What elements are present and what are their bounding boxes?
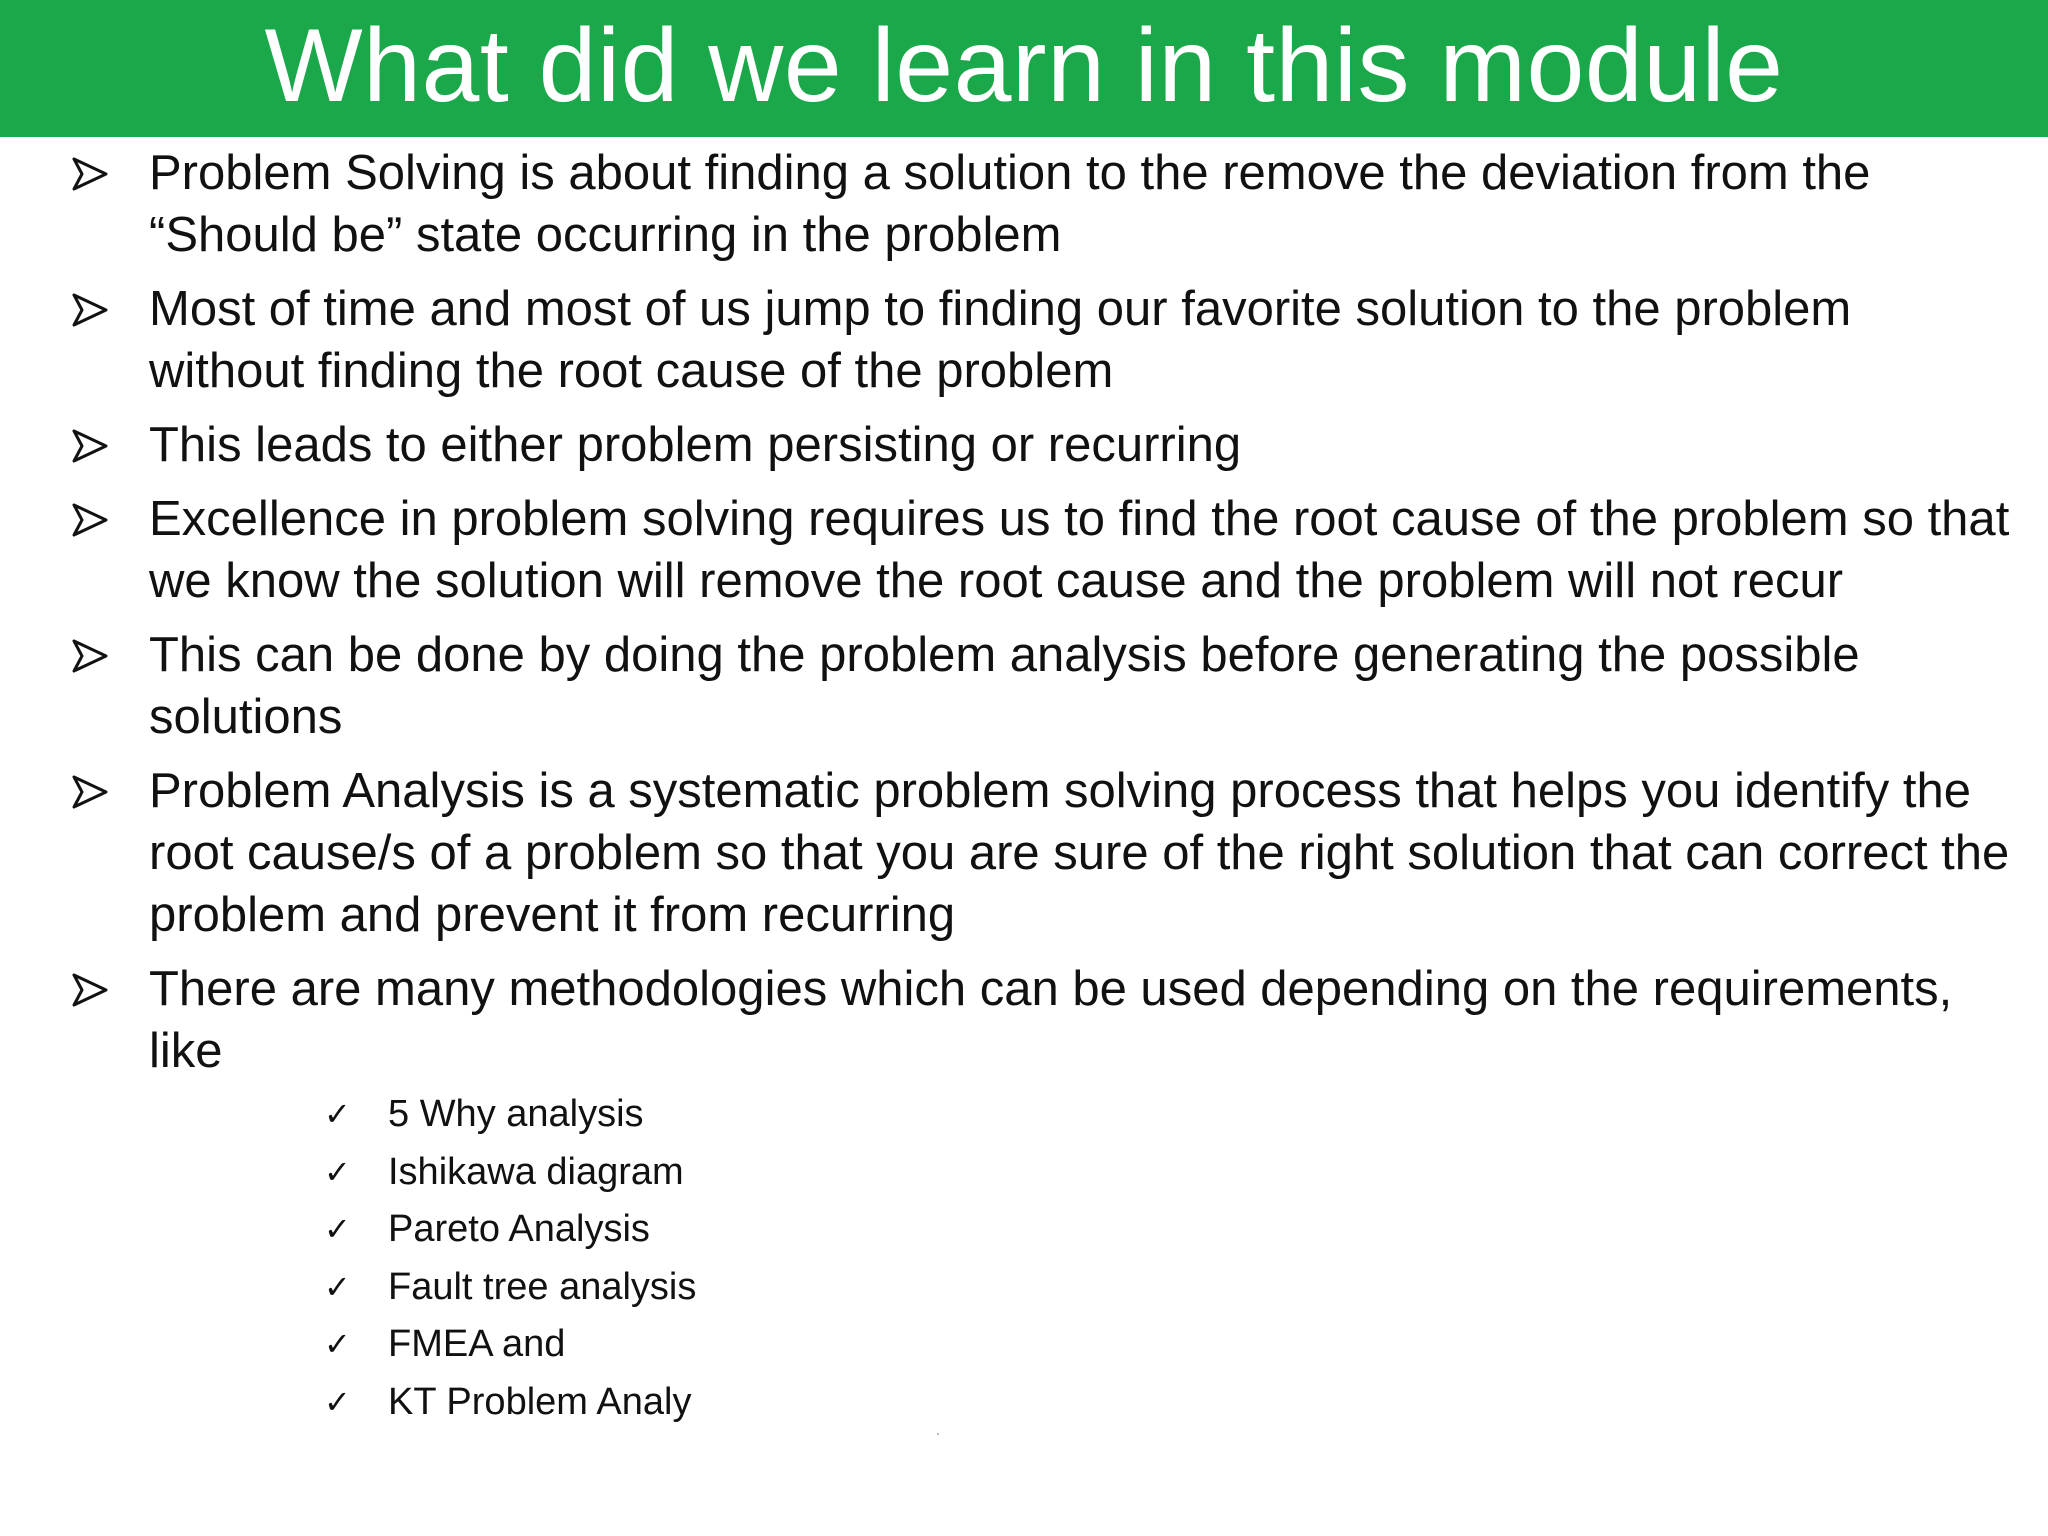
slide-title: What did we learn in this module xyxy=(264,7,1784,124)
methodology-label: FMEA and xyxy=(388,1323,566,1365)
bullet-text: Most of time and most of us jump to finding our favorite solution to the problem without finding the root cause of the problem xyxy=(149,282,1852,398)
dust-speck xyxy=(937,1433,939,1435)
bullet-list xyxy=(0,142,2048,1443)
methodology-label: KT Problem Analy xyxy=(388,1380,692,1423)
arrowhead-bullet-icon xyxy=(72,639,108,673)
bullet-text: There are many methodologies which can be used depending on the requirements, like xyxy=(149,962,1953,1078)
methodology-item xyxy=(149,1374,2048,1432)
bullet-text: This can be done by doing the problem analysis before generating the possible solutions xyxy=(149,628,1860,744)
arrowhead-bullet-icon xyxy=(72,503,108,537)
title-bar xyxy=(0,0,2048,137)
methodology-item xyxy=(149,1144,2048,1202)
bullet-text: This leads to either problem persisting or recurring xyxy=(149,418,1242,472)
methodology-item xyxy=(149,1201,2048,1259)
methodology-label: 5 Why analysis xyxy=(388,1093,644,1135)
arrowhead-bullet-icon xyxy=(72,429,108,463)
checkmark-icon: ✓ xyxy=(324,1325,351,1363)
arrowhead-bullet-icon xyxy=(72,775,108,809)
checkmark-icon: ✓ xyxy=(324,1152,351,1191)
methodology-label: Ishikawa diagram xyxy=(388,1150,684,1193)
methodology-label: Fault tree analysis xyxy=(388,1265,697,1308)
arrowhead-bullet-icon xyxy=(72,157,108,191)
bullet-text: Problem Analysis is a systematic problem solving process that helps you identify the root cause/s of a problem so that you are sure of the right solution that can correct the problem and prevent it from recurring xyxy=(149,764,2010,942)
bullet-item xyxy=(0,624,2048,748)
methodology-list xyxy=(149,1086,2018,1431)
bullet-item xyxy=(0,414,2048,476)
methodology-item xyxy=(149,1259,2048,1317)
checkmark-icon: ✓ xyxy=(324,1382,351,1421)
bullet-item xyxy=(0,278,2048,402)
bullet-text: Excellence in problem solving requires us to find the root cause of the problem so that we know the solution will remove the root cause and the problem will not recur xyxy=(149,492,2010,608)
checkmark-icon: ✓ xyxy=(324,1095,351,1133)
arrowhead-bullet-icon xyxy=(72,293,108,327)
methodology-item xyxy=(149,1316,2048,1374)
arrowhead-bullet-icon xyxy=(72,973,108,1007)
bullet-item xyxy=(0,142,2048,266)
methodology-item xyxy=(149,1086,2048,1144)
methodology-label: Pareto Analysis xyxy=(388,1208,650,1250)
checkmark-icon: ✓ xyxy=(324,1267,351,1306)
bullet-item xyxy=(0,488,2048,612)
bullet-item xyxy=(0,958,2048,1431)
checkmark-icon: ✓ xyxy=(324,1210,351,1248)
bullet-text: Problem Solving is about finding a solution to the remove the deviation from the “Should be” state occurring in the problem xyxy=(149,146,1871,262)
bullet-item xyxy=(0,760,2048,946)
